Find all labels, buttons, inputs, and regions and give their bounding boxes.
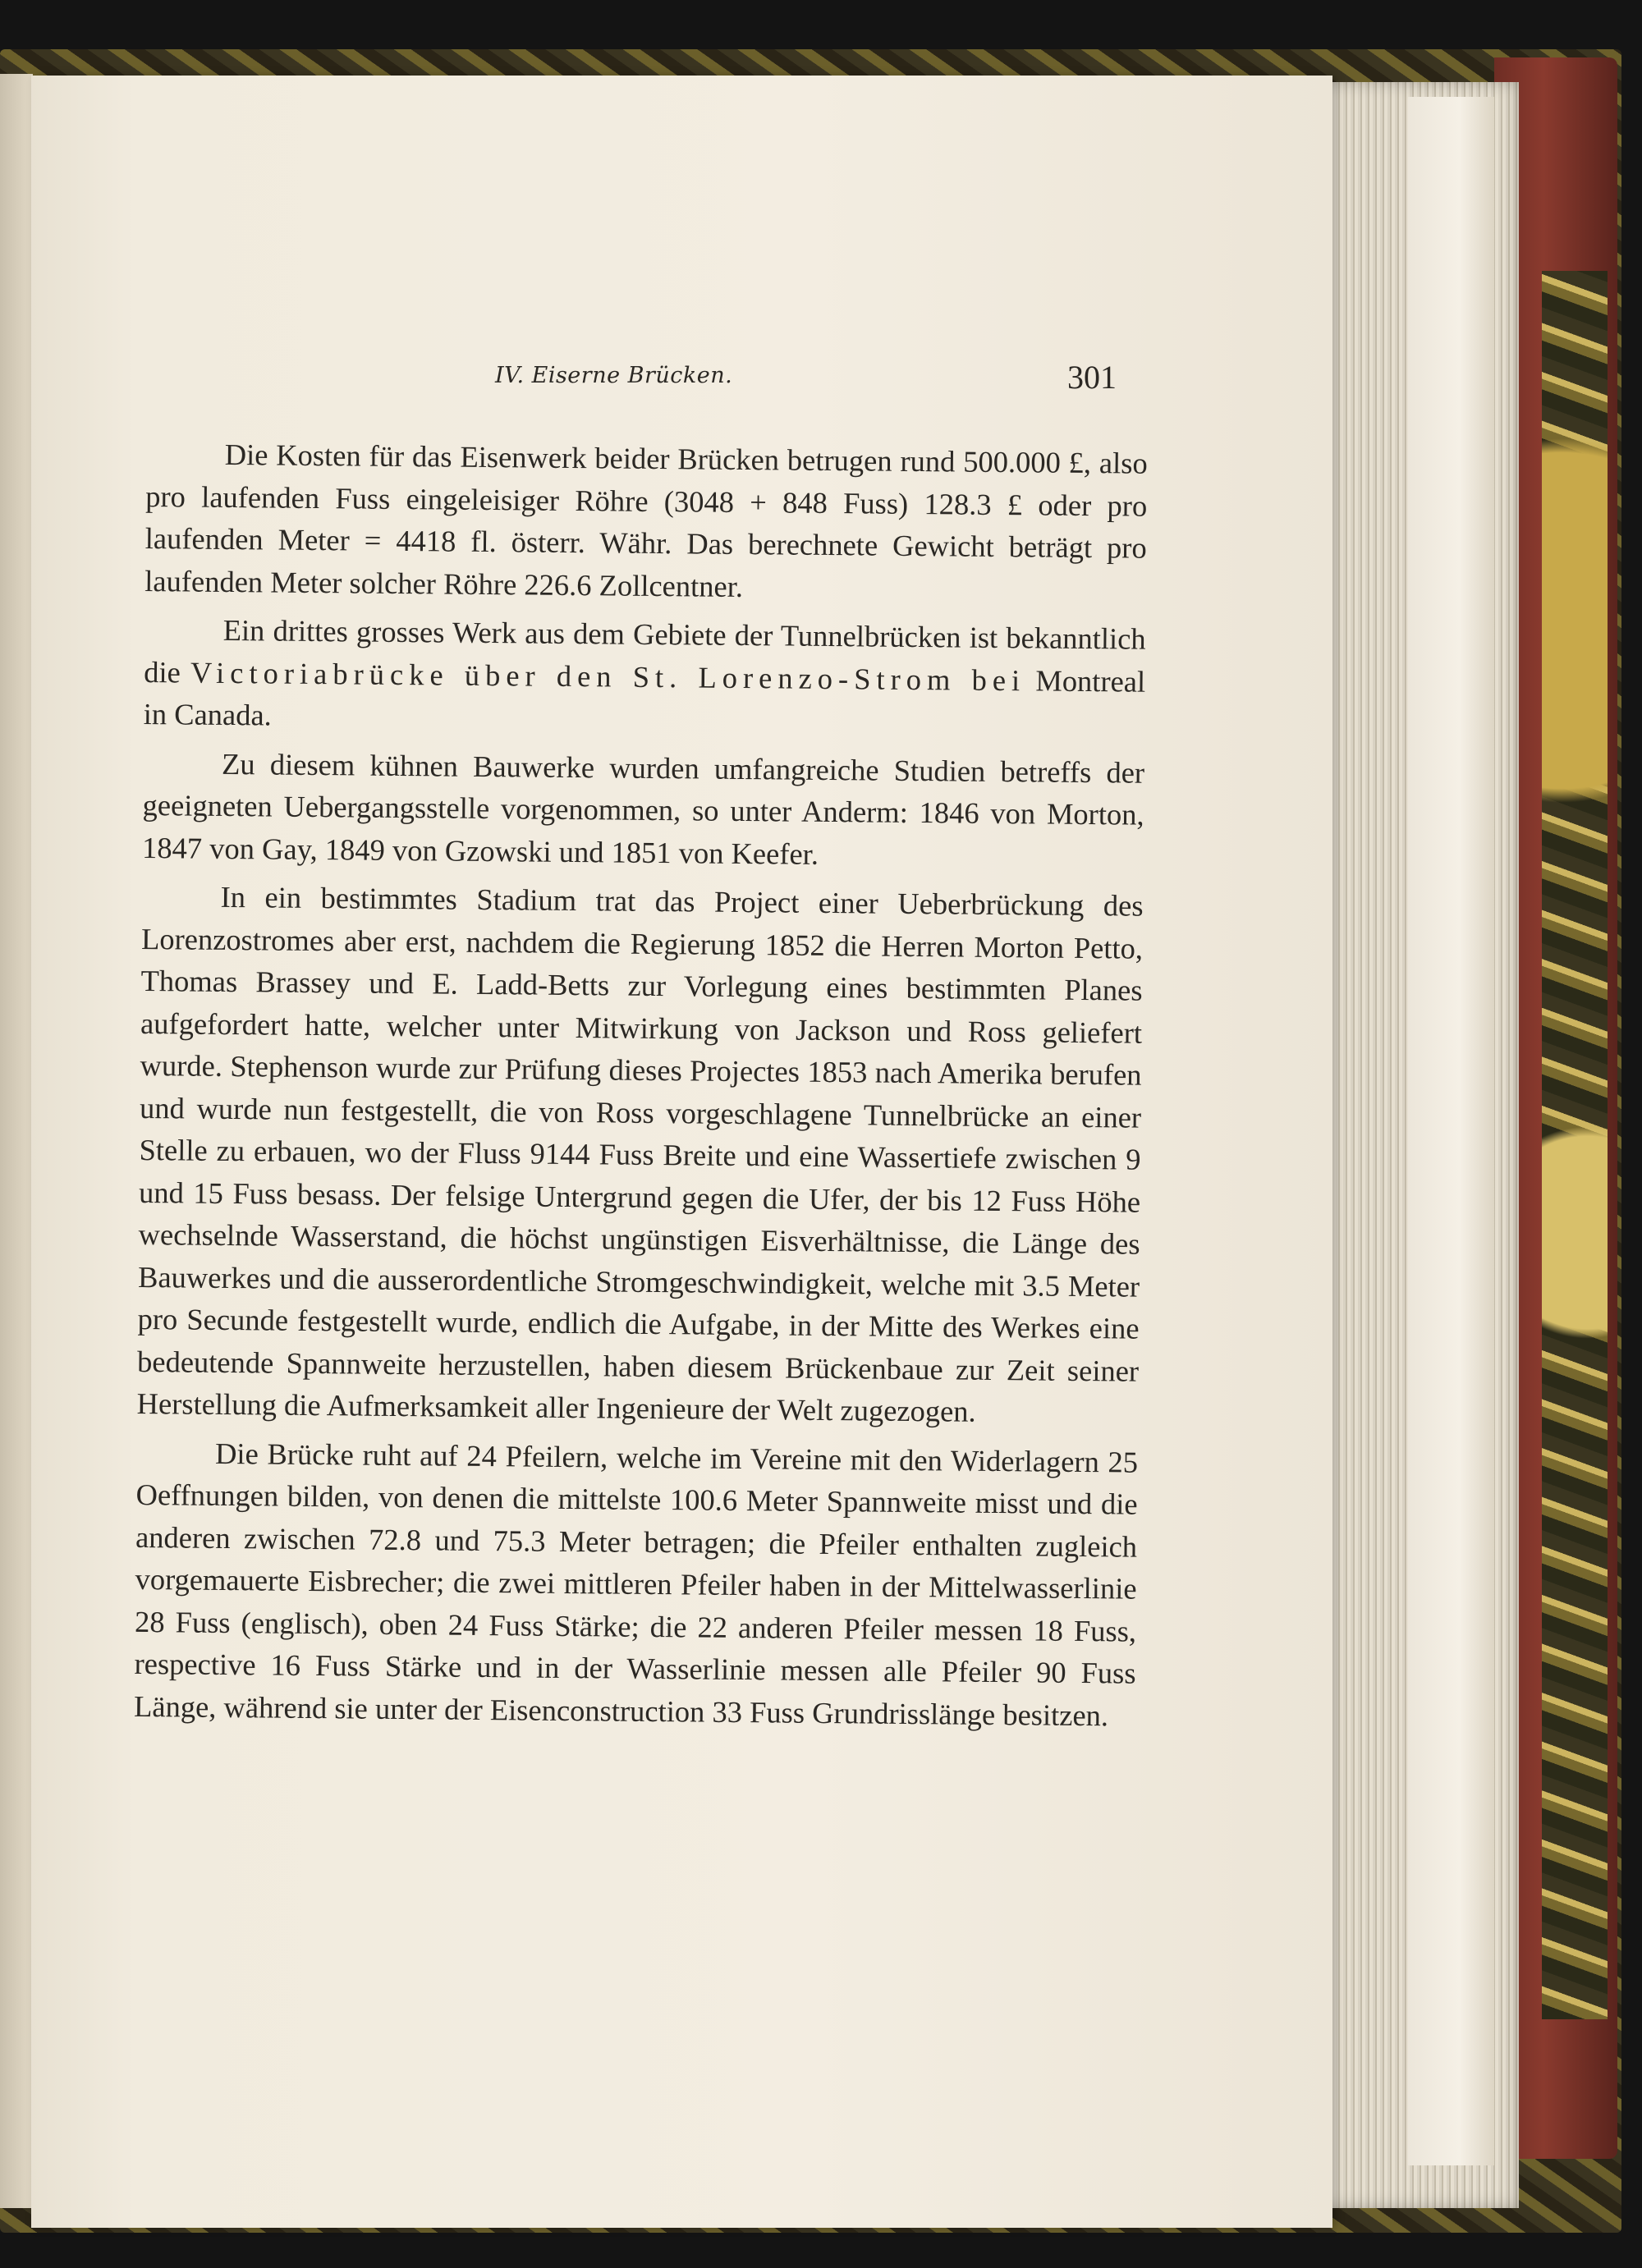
paragraph-4: In ein bestimmtes Stadium trat das Project einer Ueberbrückung des Lorenzostromes aber erst, nachdem die Regierung 1852 die Herren Morton Petto, Thomas Brassey und E. Ladd-Betts zur Vorlegung eines bestimmten Planes aufgefordert hatte, welcher unter Mitwirkung von Jackson und Ross geliefert wurde. Stephenson wurde zur Prüfung dieses Projectes 1853 nach Amerika berufen und wurde nun festgestellt, die von Ross vorgeschlagene Tunnelbrücke an einer Stelle zu erbauen, wo der Fluss 9144 Fuss Breite und eine Wassertiefe zwischen 9 und 15 Fuss besass. Der felsige Untergrund gegen die Ufer, der bis 12 Fuss Höhe wechselnde Wasserstand, die höchst ungünstigen Eisverhältnisse, die Länge des Bauwerkes und die ausserordentliche Stromgeschwindigkeit, welche mit 3.5 Meter pro Secunde festgestellt wurde, endlich die Aufgabe, in der Mitte des Werkes eine bedeutende Spannweite herzustellen, haben diesem Brückenbaue zur Zeit seiner Herstellung die Aufmerksamkeit aller Ingenieure der Welt zugezogen. bbox=[136, 879, 1144, 1428]
facing-page-edge bbox=[0, 74, 33, 2208]
paragraph-5: Die Brücke ruht auf 24 Pfeilern, welche im Vereine mit den Widerlagern 25 Oeffnungen bilden, von denen die mittelste 100.6 Meter Spannweite misst und die anderen zwischen 72.8 und 75.3 Meter betragen; die Pfeiler enthalten zugleich vorgemauerte Eisbrecher; die zwei mittleren Pfeiler haben in der Mittelwasserlinie 28 Fuss (englisch), oben 24 Fuss Stärke; die 22 anderen Pfeiler messen 18 Fuss, respective 16 Fuss Stärke und in der Wasserlinie messen alle Pfeiler 90 Fuss Länge, während sie unter der Eisenconstruction 33 Fuss Grundrisslänge besitzen. bbox=[133, 1436, 1139, 1732]
paragraph-2-start: Ein drittes grosses Werk aus dem Gebiete der Tunnelbrücken ist bekanntlich die bbox=[144, 612, 1146, 690]
paragraph-2 bbox=[143, 608, 1145, 745]
paragraph-2-emphasis: Victoriabrücke über den St. Lorenzo-Strom bei bbox=[190, 655, 1026, 697]
page-block-highlight bbox=[1408, 97, 1494, 2165]
paragraph-3: Zu diesem kühnen Bauwerke wurden umfangreiche Studien betreffs der geeigneten Uebergangsstelle vorgenommen, so unter Anderm: 1846 von Morton, 1847 von Gay, 1849 von Gzowski und 1851 von Keefer. bbox=[141, 746, 1145, 871]
body-text bbox=[134, 433, 1148, 1743]
book-page bbox=[31, 76, 1332, 2228]
page-header bbox=[31, 359, 1332, 412]
marbled-endpaper bbox=[1542, 271, 1608, 2019]
running-head: IV. Eiserne Brücken. bbox=[495, 363, 733, 388]
page-number: 301 bbox=[1067, 359, 1117, 396]
paragraph-1: Die Kosten für das Eisenwerk beider Brücken betrugen rund 500.000 £, also pro laufenden Fuss eingeleisiger Röhre (3048 + 848 Fuss) 128.3 £ oder pro laufenden Meter = 4418 fl. österr. Währ. Das berechnete Gewicht beträgt pro laufenden Meter solcher Röhre 226.6 Zollcentner. bbox=[144, 437, 1148, 603]
paragraph-2-end: Montreal in Canada. bbox=[143, 662, 1146, 732]
